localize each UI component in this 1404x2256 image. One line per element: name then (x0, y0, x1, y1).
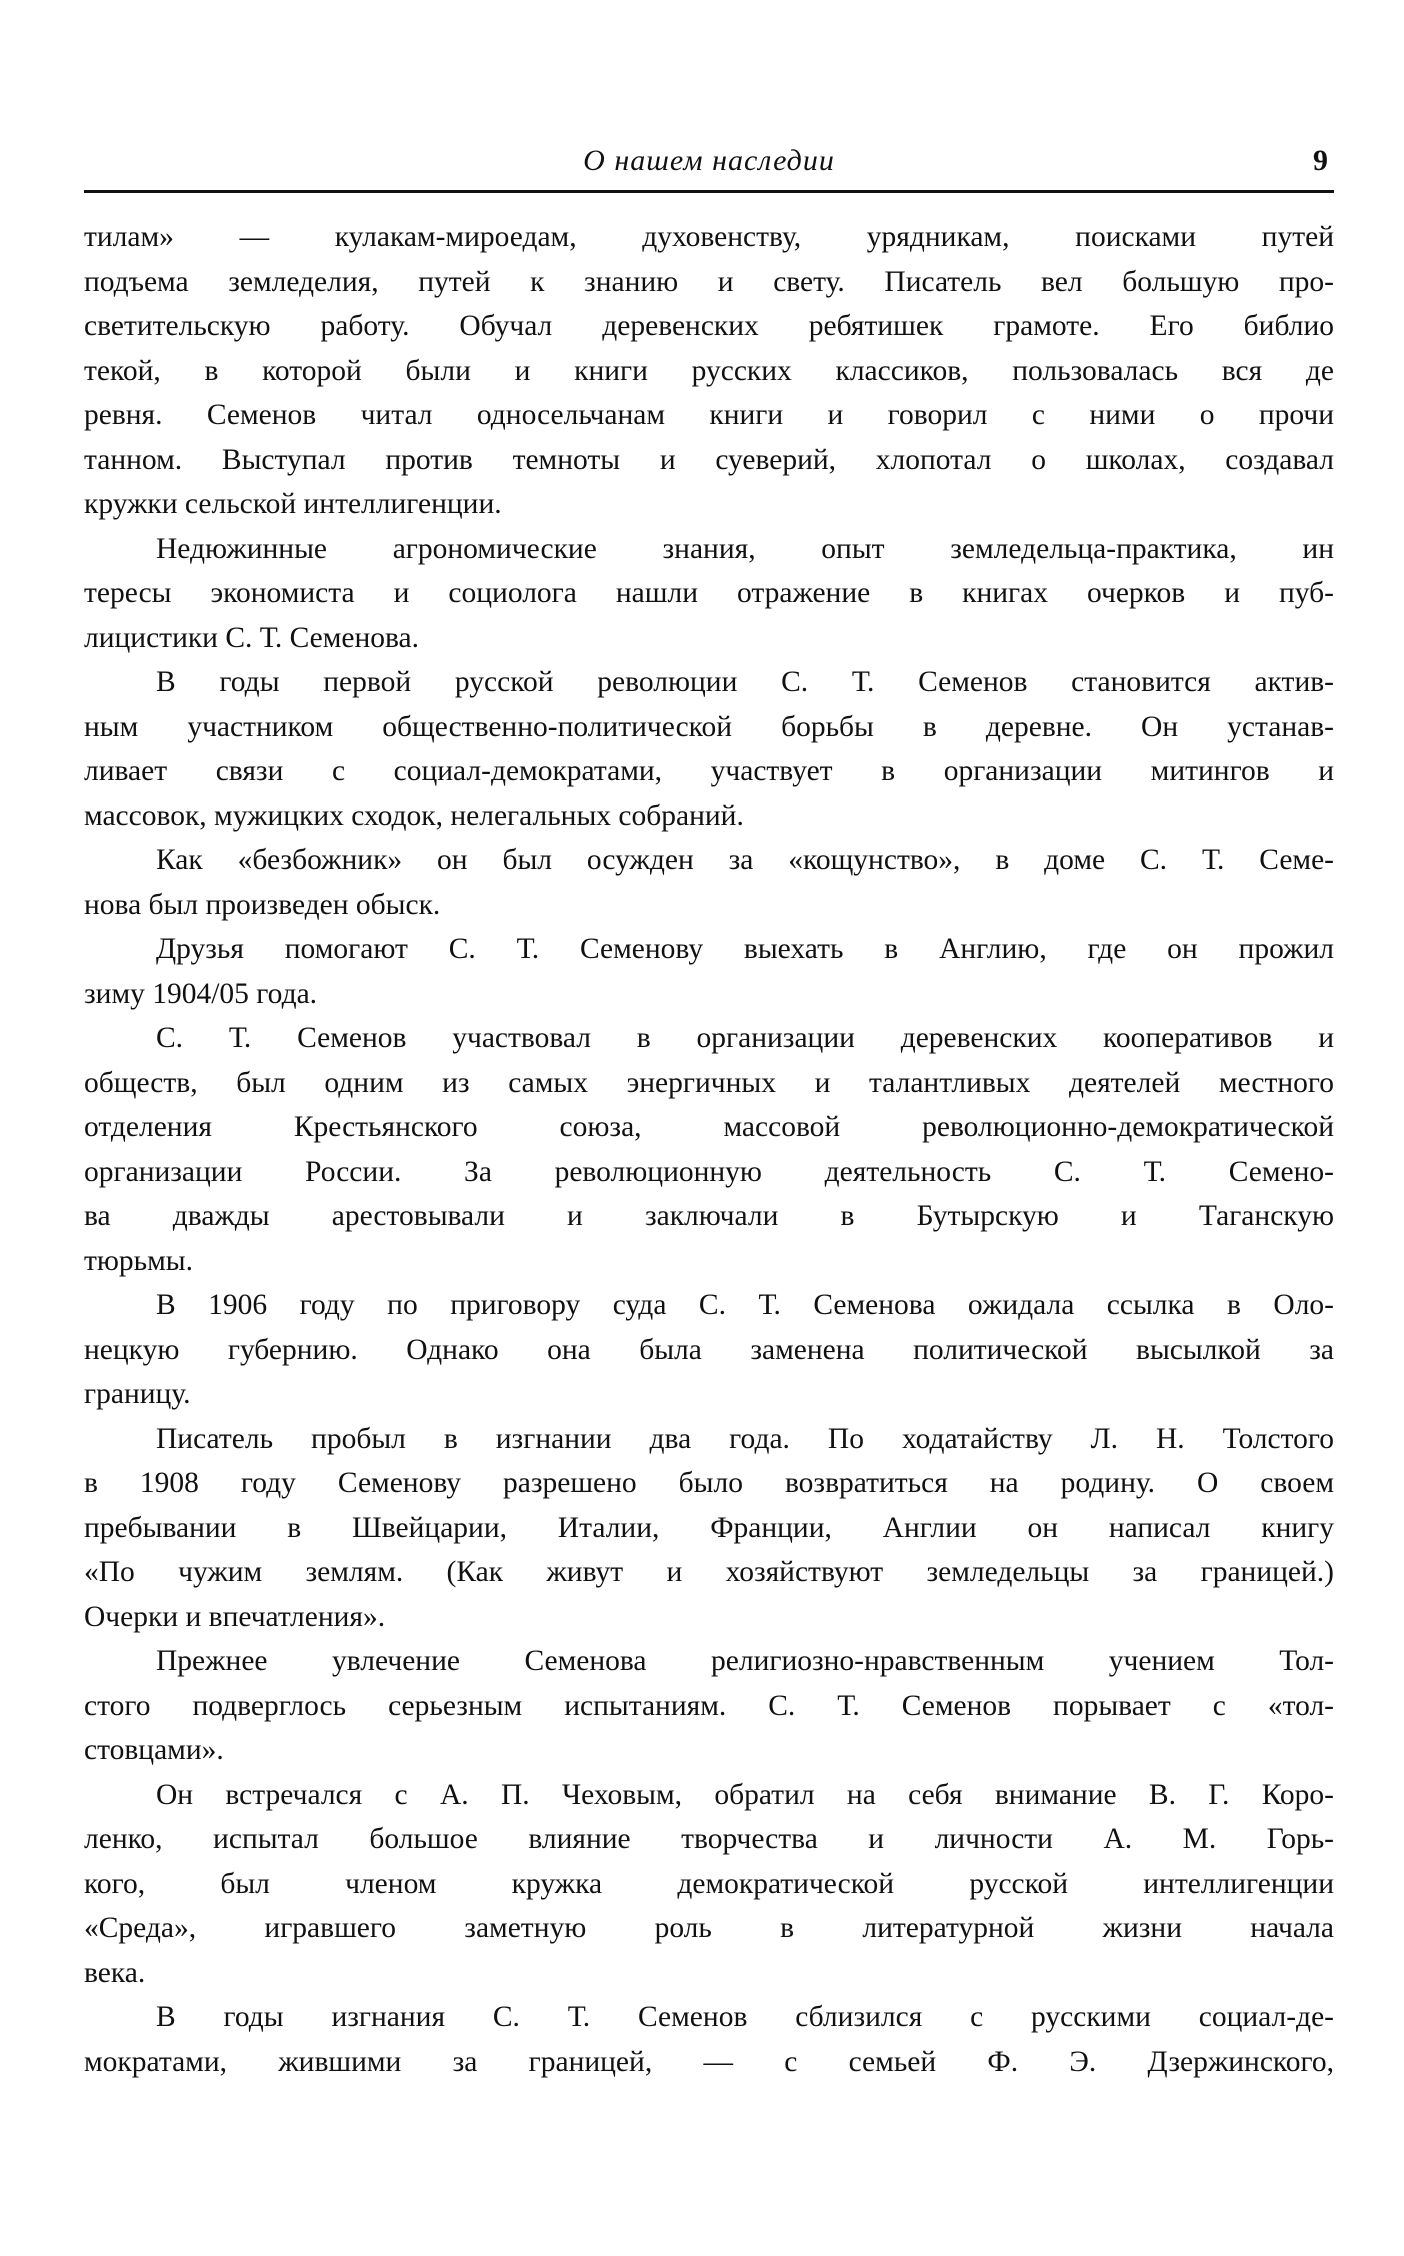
text-line: Очерки и впечатления». (84, 1600, 386, 1633)
text-line: В годы изгнания С. Т. Семенов сблизился с русскими социал-де- (156, 2001, 1334, 2033)
running-title: О нашем наследии (583, 144, 835, 177)
text-line: Друзья помогают С. Т. Семенову выехать в Англию, где он прожил (156, 933, 1334, 965)
paragraph (84, 927, 1334, 1016)
text-line: кого, был членом кружка демократической русской интеллигенции (84, 1867, 1334, 1900)
text-line: ревня. Семенов читал односельчанам книги и говорил с ними о прочи (84, 399, 1334, 431)
text-line: нова был произведен обыск. (84, 888, 441, 921)
text-line: Прежнее увлечение Семенова религиозно-нравственным учением Тол- (156, 1645, 1334, 1677)
page-number: 9 (1313, 144, 1328, 177)
paragraph (84, 838, 1334, 927)
paragraph (84, 1283, 1334, 1417)
running-header (84, 142, 1334, 193)
text-line: танном. Выступал против темноты и суеверий, хлопотал о школах, создавал (84, 443, 1334, 476)
text-line: стовцами». (84, 1734, 224, 1766)
text-line: стого подверглось серьезным испытаниям. С. Т. Семенов порывает с «тол- (84, 1689, 1334, 1722)
text-line: В 1906 году по приговору суда С. Т. Семенова ожидала ссылка в Оло- (156, 1289, 1334, 1321)
text-line: нецкую губернию. Однако она была заменена политической высылкой за (84, 1333, 1334, 1366)
text-line: С. Т. Семенов участвовал в организации деревенских кооперативов и (156, 1022, 1334, 1054)
text-line: пребывании в Швейцарии, Италии, Франции, Англии он написал книгу (84, 1511, 1334, 1544)
text-line: границу. (84, 1378, 191, 1410)
paragraph (84, 1016, 1334, 1283)
text-line: века. (84, 1956, 146, 1989)
text-line: Как «безбожник» он был осужден за «кощунство», в доме С. Т. Семе- (156, 844, 1334, 876)
text-line: текой, в которой были и книги русских классиков, пользовалась вся де (84, 354, 1334, 387)
text-line: лицистики С. Т. Семенова. (84, 621, 420, 654)
book-page (84, 142, 1334, 2084)
text-line: организации России. За революционную деятельность С. Т. Семено- (84, 1155, 1334, 1188)
text-line: ленко, испытал большое влияние творчества и личности А. М. Горь- (84, 1823, 1334, 1855)
body-text (84, 215, 1334, 2084)
text-line: В годы первой русской революции С. Т. Семенов становится актив- (156, 666, 1334, 698)
text-line: тересы экономиста и социолога нашли отражение в книгах очерков и пуб- (84, 577, 1334, 609)
text-line: «По чужим землям. (Как живут и хозяйствуют земледельцы за границей.) (84, 1556, 1334, 1588)
text-line: светительскую работу. Обучал деревенских ребятишек грамоте. Его библио (84, 310, 1334, 342)
text-line: тюрьмы. (84, 1244, 193, 1277)
text-line: зиму 1904/05 года. (84, 977, 318, 1010)
text-line: массовок, мужицких сходок, нелегальных собраний. (84, 799, 744, 832)
text-line: Он встречался с А. П. Чеховым, обратил на себя внимание В. Г. Коро- (156, 1778, 1334, 1811)
text-line: ным участником общественно-политической борьбы в деревне. Он устанав- (84, 710, 1334, 743)
text-line: ва дважды арестовывали и заключали в Бутырскую и Таганскую (84, 1200, 1334, 1232)
text-line: «Среда», игравшего заметную роль в литературной жизни начала (84, 1912, 1334, 1944)
text-line: кружки сельской интеллигенции. (84, 488, 502, 520)
text-line: Писатель пробыл в изгнании два года. По ходатайству Л. Н. Толстого (156, 1422, 1334, 1455)
paragraph (84, 1639, 1334, 1773)
text-line: тилам» — кулакам-мироедам, духовенству, урядникам, поисками путей (84, 221, 1334, 253)
text-line: отделения Крестьянского союза, массовой революционно-демократической (84, 1111, 1334, 1143)
text-line: мократами, жившими за границей, — с семьей Ф. Э. Дзержинского, (84, 2045, 1334, 2078)
paragraph (84, 1773, 1334, 1996)
text-line: обществ, был одним из самых энергичных и талантливых деятелей местного (84, 1066, 1334, 1099)
text-line: подъема земледелия, путей к знанию и свету. Писатель вел большую про- (84, 265, 1334, 298)
paragraph (84, 660, 1334, 838)
paragraph (84, 1995, 1334, 2084)
paragraph (84, 527, 1334, 661)
paragraph (84, 215, 1334, 527)
text-line: в 1908 году Семенову разрешено было возвратиться на родину. О своем (84, 1467, 1334, 1499)
paragraph (84, 1417, 1334, 1640)
text-line: Недюжинные агрономические знания, опыт земледельца-практика, ин (156, 532, 1334, 565)
text-line: ливает связи с социал-демократами, участвует в организации митингов и (84, 755, 1334, 787)
